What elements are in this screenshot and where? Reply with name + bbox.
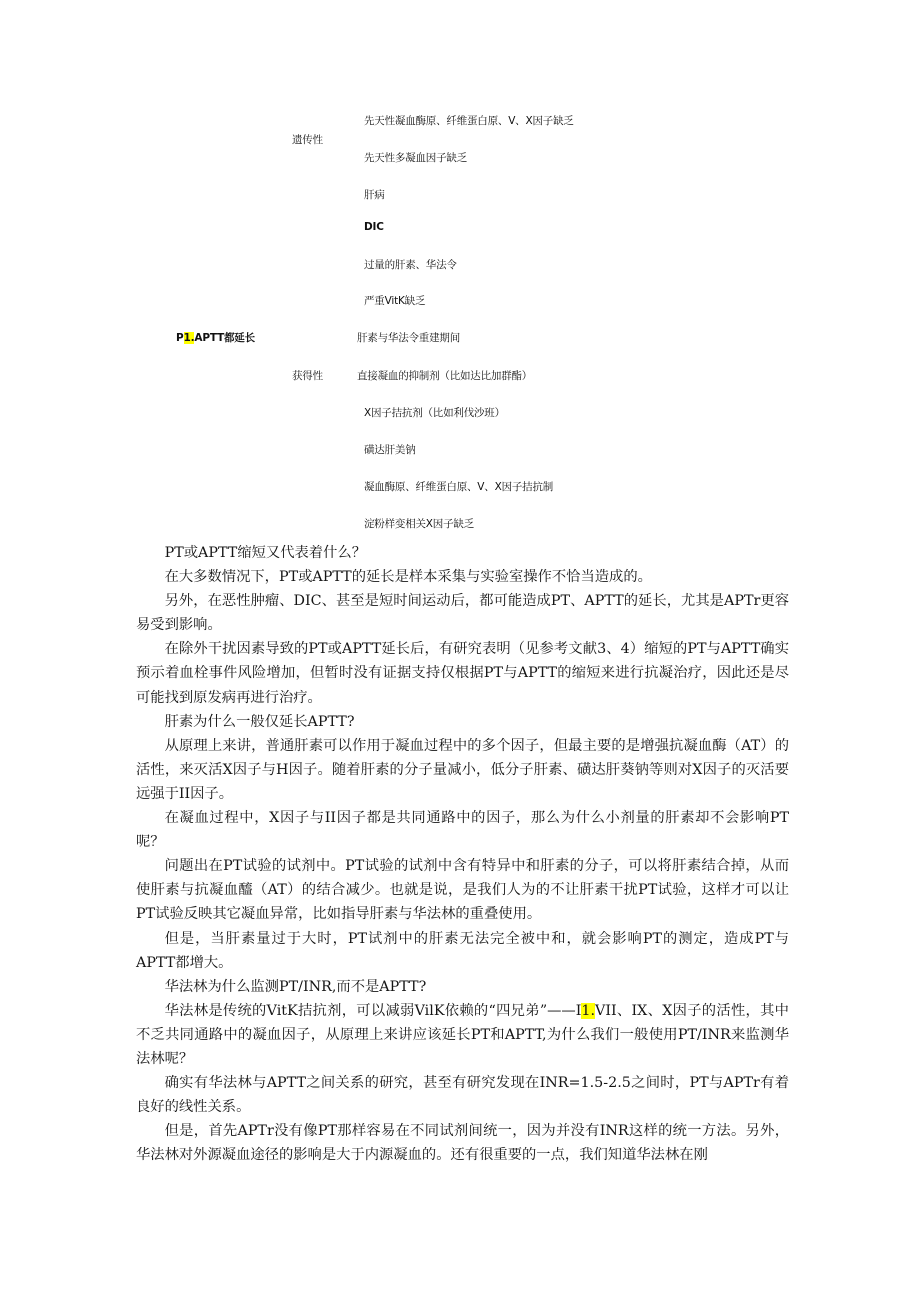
paragraph: 从原理上来讲，普通肝素可以作用于凝血过程中的多个因子，但最主要的是增强抗凝血酶（AT）的活性，来灭活X因子与H因子。随着肝素的分子量减小，低分子肝素、磺达肝葵钠等则对X因子的灭活要远强于II因子。 — [136, 737, 789, 802]
question-heading: PT或APTT缩短又代表着什么？ — [164, 545, 366, 561]
diagram-item: DIC — [364, 221, 384, 233]
diagram-item: 凝血酶原、纤维蛋白原、V、X因子拮抗制 — [364, 481, 554, 493]
paragraph: 但是，当肝素量过于大时，PT试剂中的肝素无法完全被中和，就会影响PT的测定，造成PT与APTT都增大。 — [136, 930, 789, 971]
paragraph: 问题出在PT试验的试剂中。PT试验的试剂中含有特异中和肝素的分子，可以将肝素结合掉，从而使肝素与抗凝血醯（AT）的结合减少。也就是说，是我们人为的不让肝素干扰PT试验，这样才可以让PT试验反映其它凝血异常，比如指导肝素与华法林的重叠使用。 — [136, 858, 789, 923]
diagram-item: 磺达肝美钠 — [364, 444, 416, 456]
diagram-item: 淀粉样变相关X因子缺乏 — [364, 518, 474, 530]
inherited-label: 遗传性 — [292, 134, 323, 146]
diagram-item: 过量的肝素、华法令 — [364, 259, 457, 271]
article-body — [136, 541, 789, 1167]
paragraph: 在凝血过程中，X因子与II因子都是共同通路中的因子，那么为什么小剂量的肝素却不会影响PT呢？ — [136, 810, 789, 851]
root-node: P1.APTT都延长 — [176, 332, 255, 344]
diagram-item: 肝素与华法令重建期间 — [357, 332, 460, 344]
diagram-item: 先天性凝血酶原、纤维蛋白原、V、X因子缺乏 — [364, 115, 574, 127]
diagram-item: 肝病 — [364, 189, 385, 201]
paragraph: 但是，首先APTr没有像PT那样容易在不同试剂间统一，因为并没有INR这样的统一方法。另外，华法林对外源凝血途径的影响是大于内源凝血的。还有很重要的一点，我们知道华法林在刚 — [136, 1123, 789, 1164]
paragraph: 确实有华法林与APTT之间关系的研究，甚至有研究发现在INR=1.5-2.5之间时，PT与APTr有着良好的线性关系。 — [136, 1075, 789, 1116]
diagram-item: 严重VitK缺乏 — [364, 295, 426, 307]
diagram-item: 先天性多凝血因子缺乏 — [364, 152, 467, 164]
paragraph: 另外，在恶性肿瘤、DIC、甚至是短时间运动后，都可能造成PT、APTT的延长，尤其是APTr更容易受到影响。 — [136, 593, 789, 634]
paragraph: 华法林是传统的VitK拮抗剂，可以减弱VilK依赖的“四兄弟”——I1.VII、IX、X因子的活性，其中不乏共同通路中的凝血因子，从原理上来讲应该延长PT和APTT,为什么我们一般使用PT/INR来监测华法林呢？ — [136, 1002, 789, 1067]
acquired-label: 获得性 — [292, 370, 323, 382]
highlight-mark: 1. — [581, 1002, 596, 1019]
diagram-item: X因子拮抗剂（比如利伐沙班） — [364, 407, 505, 419]
paragraph: 在除外干扰因素导致的PT或APTT延长后，有研究表明（见参考文献3、4）缩短的PT与APTT确实预示着血栓事件风险增加，但暂时没有证据支持仅根据PT与APTT的缩短来进行抗凝治疗，因此还是尽可能找到原发病再进行治疗。 — [136, 641, 789, 706]
diagram-item: 直接凝血的抑制剂（比如达比加群酯） — [357, 370, 533, 382]
question-heading: 华法林为什么监测PT/INR,而不是APTT? — [164, 978, 427, 995]
cause-diagram — [0, 0, 920, 540]
question-heading: 肝素为什么一般仅延长APTT? — [164, 713, 355, 730]
paragraph: 在大多数情况下，PT或APTT的延长是样本采集与实验室操作不恰当造成的。 — [164, 569, 652, 586]
